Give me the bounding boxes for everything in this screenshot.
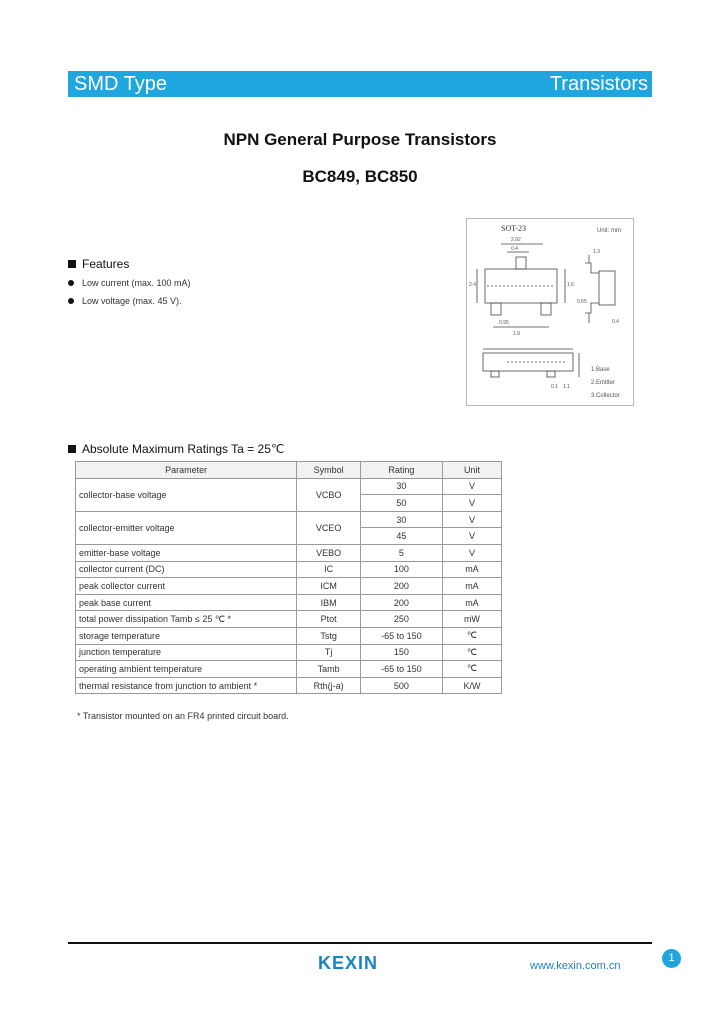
dim-label: 2.92 [511, 237, 521, 243]
bullet-icon [68, 280, 74, 286]
symbol-cell: VEBO [297, 544, 361, 561]
col-header: Rating [360, 462, 442, 479]
feature-item: Low current (max. 100 mA) [68, 278, 191, 288]
symbol-cell: Tamb [297, 661, 361, 678]
unit-cell: V [442, 511, 501, 528]
col-header: Symbol [297, 462, 361, 479]
col-header: Parameter [76, 462, 297, 479]
website-link[interactable]: www.kexin.com.cn [530, 960, 621, 972]
param-cell: collector-emitter voltage [76, 511, 297, 544]
rating-cell: 200 [360, 594, 442, 611]
symbol-cell: Tstg [297, 627, 361, 644]
rating-cell: 250 [360, 611, 442, 628]
rating-cell: 200 [360, 578, 442, 595]
unit-cell: mW [442, 611, 501, 628]
feature-item: Low voltage (max. 45 V). [68, 296, 182, 306]
ratings-table [75, 461, 502, 694]
rating-cell: 500 [360, 677, 442, 694]
dim-label: 1.6 [567, 282, 574, 288]
footnote: * Transistor mounted on an FR4 printed circuit board. [77, 711, 289, 721]
dim-label: 2.4 [469, 282, 476, 288]
unit-cell: ℃ [442, 627, 501, 644]
col-header: Unit [442, 462, 501, 479]
rating-cell: -65 to 150 [360, 661, 442, 678]
rating-cell: -65 to 150 [360, 627, 442, 644]
table-row [76, 578, 502, 595]
rating-cell: 30 [360, 478, 442, 495]
param-cell: collector current (DC) [76, 561, 297, 578]
unit-label: Unit: mm [597, 228, 621, 234]
features-heading: Features [68, 257, 129, 271]
pin-label: 1.Base [591, 367, 610, 373]
param-cell: thermal resistance from junction to ambient * [76, 677, 297, 694]
unit-cell: V [442, 478, 501, 495]
param-cell: junction temperature [76, 644, 297, 661]
unit-cell: mA [442, 561, 501, 578]
param-cell: total power dissipation Tamb ≤ 25 ℃ * [76, 611, 297, 628]
page-title: NPN General Purpose Transistors [223, 130, 497, 149]
rating-cell: 45 [360, 528, 442, 545]
param-cell: peak collector current [76, 578, 297, 595]
symbol-cell: IC [297, 561, 361, 578]
rating-cell: 150 [360, 644, 442, 661]
dim-label: 0.4 [511, 246, 518, 252]
symbol-cell: ICM [297, 578, 361, 595]
unit-cell: V [442, 528, 501, 545]
unit-cell: V [442, 495, 501, 512]
symbol-cell: IBM [297, 594, 361, 611]
unit-cell: K/W [442, 677, 501, 694]
symbol-cell: Ptot [297, 611, 361, 628]
rating-cell: 30 [360, 511, 442, 528]
package-outline-icon [467, 219, 635, 407]
table-row [76, 594, 502, 611]
table-row [76, 611, 502, 628]
rating-cell: 50 [360, 495, 442, 512]
unit-cell: ℃ [442, 644, 501, 661]
unit-cell: V [442, 544, 501, 561]
dim-label: 1.1 [563, 384, 570, 390]
dim-label: 1.3 [593, 249, 600, 255]
rating-cell: 100 [360, 561, 442, 578]
table-row [76, 511, 502, 528]
table-header-row [76, 462, 502, 479]
unit-cell: ℃ [442, 661, 501, 678]
symbol-cell: VCEO [297, 511, 361, 544]
table-row [76, 561, 502, 578]
symbol-cell: Rth(j-a) [297, 677, 361, 694]
table-row [76, 544, 502, 561]
doc-type: SMD Type [74, 73, 167, 95]
package-drawing [466, 218, 634, 406]
symbol-cell: Tj [297, 644, 361, 661]
param-cell: emitter-base voltage [76, 544, 297, 561]
dim-label: 0.4 [612, 319, 619, 325]
unit-cell: mA [442, 594, 501, 611]
page-number: 1 [662, 949, 681, 968]
unit-cell: mA [442, 578, 501, 595]
doc-category: Transistors [549, 73, 648, 95]
table-row [76, 644, 502, 661]
table-row [76, 627, 502, 644]
table-row [76, 661, 502, 678]
param-cell: peak base current [76, 594, 297, 611]
part-numbers: BC849, BC850 [302, 167, 418, 186]
kexin-logo: KEXIN [318, 953, 379, 973]
dim-label: 0.1 [551, 384, 558, 390]
package-name: SOT-23 [501, 224, 527, 233]
pin-label: 3.Collector [591, 393, 620, 399]
square-bullet-icon [68, 260, 76, 268]
table-row [76, 677, 502, 694]
param-cell: operating ambient temperature [76, 661, 297, 678]
symbol-cell: VCBO [297, 478, 361, 511]
rating-cell: 5 [360, 544, 442, 561]
bullet-icon [68, 298, 74, 304]
header-bar [68, 71, 652, 97]
ratings-heading: Absolute Maximum Ratings Ta = 25℃ [68, 442, 284, 456]
pin-label: 2.Emitter [591, 380, 616, 386]
dim-label: 0.55 [577, 299, 587, 305]
param-cell: collector-base voltage [76, 478, 297, 511]
dim-label: 1.9 [513, 331, 520, 337]
table-row [76, 478, 502, 495]
dim-label: 0.95 [499, 320, 509, 326]
footer-divider [68, 942, 652, 944]
param-cell: storage temperature [76, 627, 297, 644]
square-bullet-icon [68, 445, 76, 453]
